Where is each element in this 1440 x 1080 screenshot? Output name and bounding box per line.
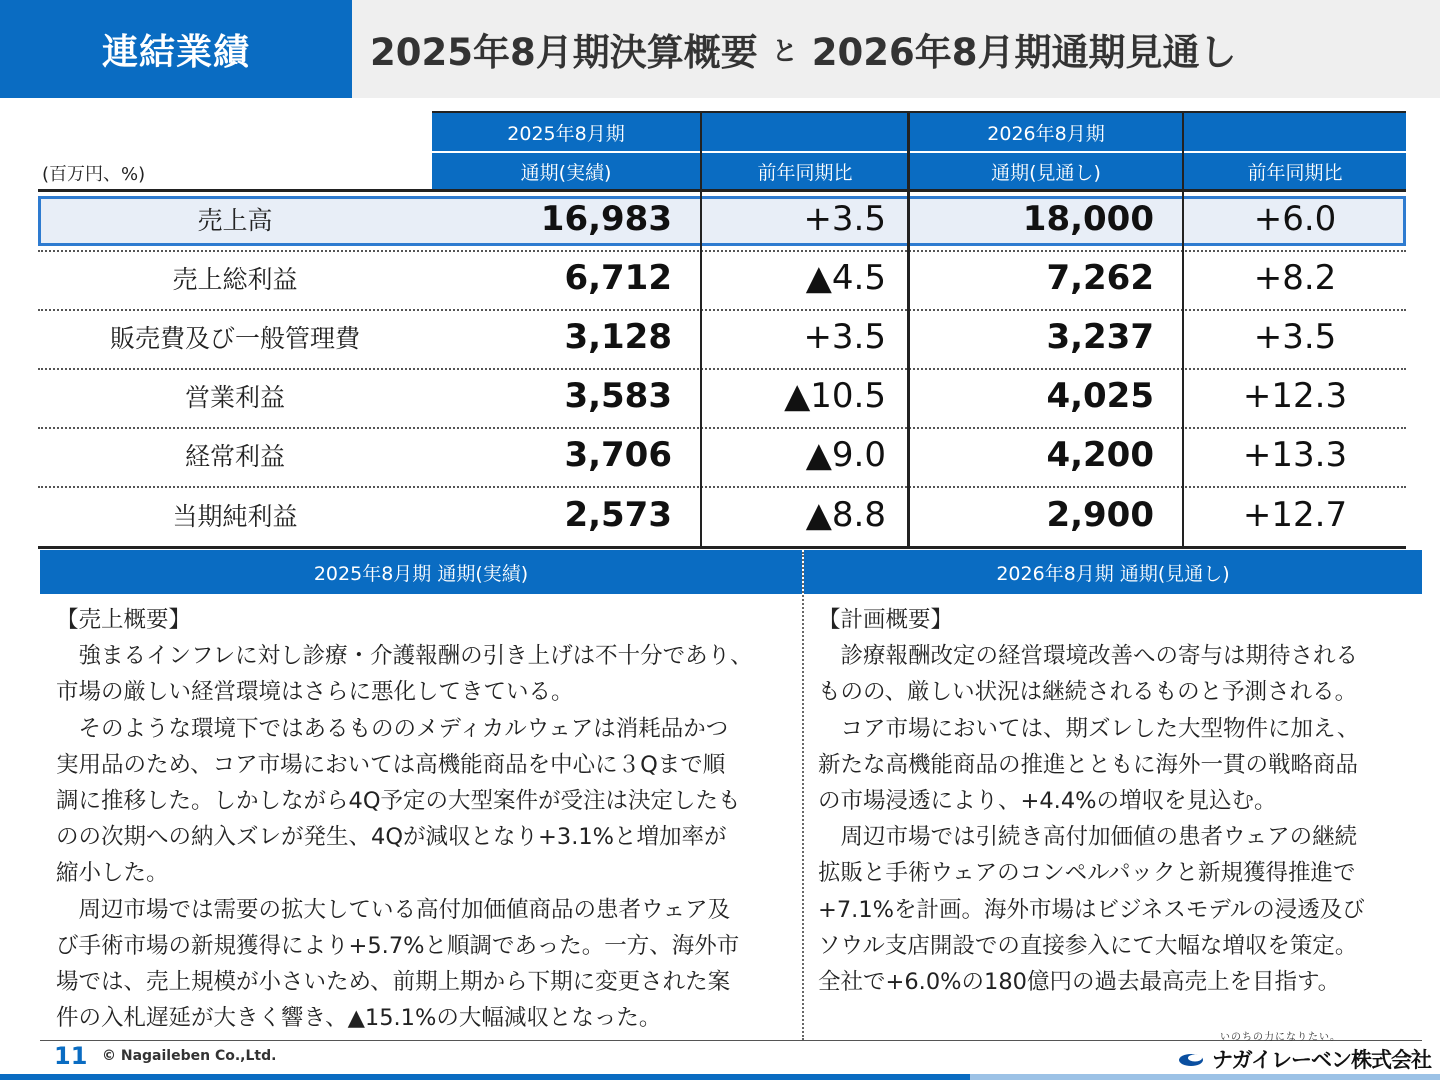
commentary-line: コア市場においては、期ズレした大型物件に加え、 (818, 715, 1360, 742)
value-2025-actual: 6,712 (564, 258, 672, 298)
commentary-header-2025: 2025年8月期 通期(実績) (40, 550, 802, 594)
yoy-2026: +6.0 (1253, 199, 1337, 239)
page-number: 11 (54, 1042, 88, 1070)
commentary-line: 診療報酬改定の経営環境改善への寄与は期待される (818, 643, 1359, 670)
commentary-line: 拡販と手術ウェアのコンペルパックと新規獲得推進で (818, 860, 1356, 887)
commentary-line: +7.1%を計画。海外市場はビジネスモデルの浸透及び (818, 896, 1365, 923)
value-2026-forecast: 18,000 (1022, 199, 1154, 239)
slide-header (0, 0, 1440, 98)
page-title (370, 0, 1236, 98)
value-2026-forecast: 4,200 (1046, 435, 1154, 475)
commentary-line: 調に推移した。しかしながら4Q予定の大型案件が受注は決定したも (56, 788, 741, 815)
commentary-line: 件の入札遅延が大きく響き、▲15.1%の大幅減収となった。 (56, 1005, 662, 1032)
header-blank-2025 (702, 113, 908, 151)
commentary-2026-text (818, 602, 1365, 1000)
value-2026-forecast: 7,262 (1046, 258, 1154, 298)
value-2026-forecast: 3,237 (1046, 317, 1154, 357)
value-2026-forecast: 4,025 (1046, 376, 1154, 416)
row-label: 売上総利益 (172, 265, 298, 294)
commentary-divider (802, 552, 804, 1040)
unit-label: (百万円、%) (42, 164, 146, 185)
section-tag: 連結業績 (0, 0, 352, 98)
header-yoy-2025: 前年同期比 (702, 153, 908, 189)
commentary-line: 縮小した。 (56, 860, 169, 887)
header-period-2025: 2025年8月期 (432, 113, 700, 151)
header-forecast-2026: 通期(見通し) (910, 153, 1182, 189)
yoy-2025: ▲9.0 (805, 435, 886, 475)
value-2025-actual: 3,706 (564, 435, 672, 475)
value-2025-actual: 16,983 (540, 199, 672, 239)
company-logo (1178, 1044, 1431, 1074)
yoy-2026: +12.7 (1242, 495, 1348, 535)
header-period-2026: 2026年8月期 (910, 113, 1182, 151)
yoy-2025: ▲8.8 (805, 495, 886, 535)
commentary-line: 【計画概要】 (818, 607, 954, 633)
commentary-line: ソウル支店開設での直接参入にて大幅な増収を策定。 (818, 932, 1358, 959)
logo-mark-icon (1178, 1051, 1208, 1067)
commentary-line: 強まるインフレに対し診療・介護報酬の引き上げは不十分であり、 (56, 643, 753, 670)
footer-rule (40, 1040, 1422, 1041)
commentary-line: 場では、売上規模が小さいため、前期上期から下期に変更された案 (56, 969, 731, 996)
yoy-2026: +3.5 (1253, 317, 1337, 357)
yoy-2025: +3.5 (803, 317, 886, 357)
row-label: 当期純利益 (172, 502, 298, 531)
commentary-2025-text (56, 602, 753, 1036)
commentary-line: 市場の厳しい経営環境はさらに悪化してきている。 (56, 679, 574, 706)
commentary-line: そのような環境下ではあるもののメディカルウェアは消耗品かつ (56, 715, 729, 742)
header-blank-2026 (1184, 113, 1406, 151)
logo-text: ナガイレーベン株式会社 (1212, 1048, 1431, 1072)
bottom-accent-bar-dark (0, 1074, 970, 1080)
commentary-line: ものの、厳しい状況は継続されるものと予測される。 (818, 679, 1358, 706)
title-part1: 2025年8月期決算概要 (370, 31, 758, 74)
header-actual-2025: 通期(実績) (432, 153, 700, 189)
yoy-2025: ▲4.5 (805, 258, 886, 298)
value-2026-forecast: 2,900 (1046, 495, 1154, 535)
row-label: 営業利益 (184, 383, 285, 412)
value-2025-actual: 3,583 (564, 376, 672, 416)
yoy-2026: +12.3 (1242, 376, 1348, 416)
row-label: 経常利益 (184, 442, 285, 471)
table-bottom-rule (38, 546, 1406, 549)
row-label: 販売費及び一般管理費 (109, 324, 360, 353)
header-yoy-2026: 前年同期比 (1184, 153, 1406, 189)
yoy-2026: +13.3 (1242, 435, 1348, 475)
commentary-line: び手術市場の新規獲得により+5.7%と順調であった。一方、海外市 (56, 932, 740, 959)
yoy-2025: +3.5 (803, 199, 886, 239)
commentary-header-2026: 2026年8月期 通期(見通し) (804, 550, 1422, 594)
title-connector: と (771, 36, 798, 67)
value-2025-actual: 2,573 (564, 495, 672, 535)
commentary-line: 周辺市場では引続き高付加価値の患者ウェアの継続 (818, 824, 1358, 851)
value-2025-actual: 3,128 (564, 317, 672, 357)
commentary-line: 全社で+6.0%の180億円の過去最高売上を目指す。 (818, 969, 1341, 996)
commentary-line: 新たな高機能商品の推進とともに海外一貫の戦略商品 (818, 751, 1359, 778)
yoy-2025: ▲10.5 (784, 376, 886, 416)
commentary-line: 【売上概要】 (56, 607, 192, 633)
yoy-2026: +8.2 (1253, 258, 1337, 298)
logo-tagline: いのちの力になりたい。 (1220, 1032, 1341, 1043)
row-label: 売上高 (197, 206, 273, 235)
commentary-line: の市場浸透により、+4.4%の増収を見込む。 (818, 788, 1277, 815)
commentary-line: 周辺市場では需要の拡大している高付加価値商品の患者ウェア及 (56, 896, 731, 923)
commentary-line: 実用品のため、コア市場においては高機能商品を中心に３Qまで順 (56, 751, 726, 778)
copyright: © Nagaileben Co.,Ltd. (102, 1048, 277, 1064)
title-part2: 2026年8月期通期見通し (811, 31, 1237, 74)
commentary-line: のの次期への納入ズレが発生、4Qが減収となり+3.1%と増加率が (56, 824, 727, 851)
